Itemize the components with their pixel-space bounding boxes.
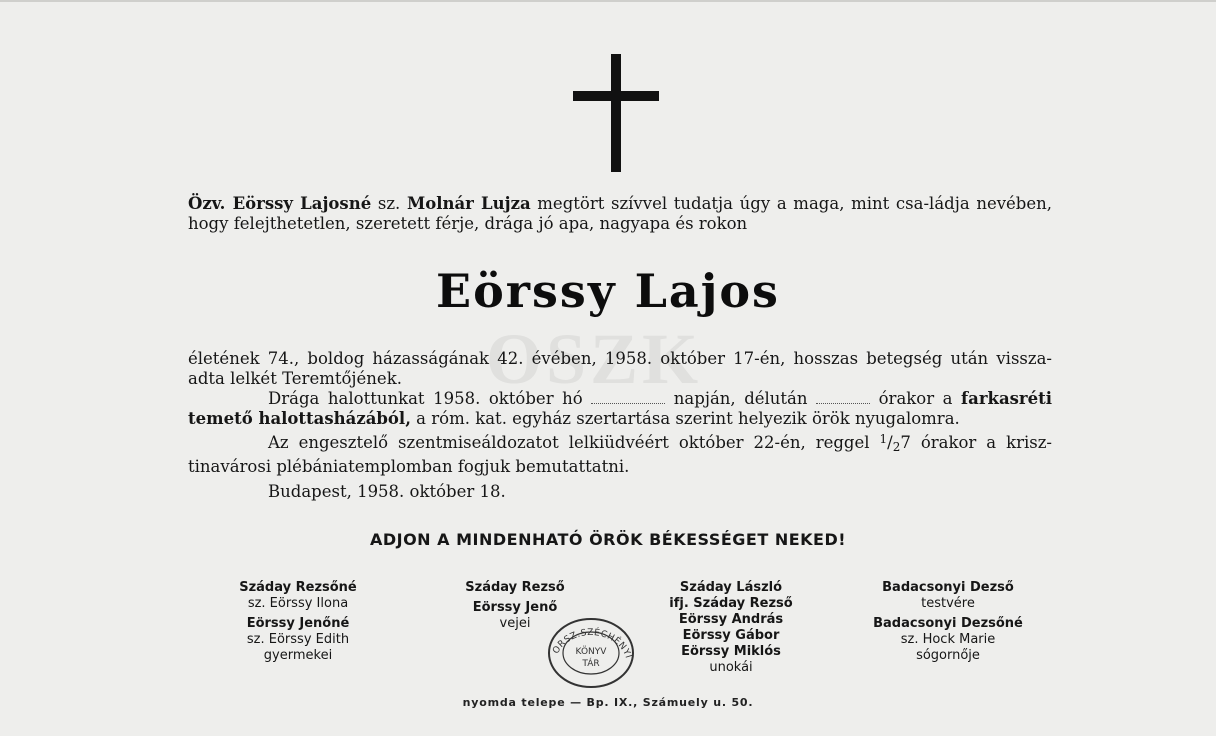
life-details: életének 74., boldog házasságának 42. évében, 1958. október 17-én, hosszas betegség után vissza-adta lelkét Teremtőjének. [188,349,1052,388]
funeral-details: Drága halottunkat 1958. október hó napján, délután órakor a farkasréti temető halottasházából, a róm. kat. egyház szertartása szerint helyezik örök nyugalomra. [188,389,1053,428]
mourners-sons-in-law: Száday Rezső Eörssy Jenő vejei [465,580,565,631]
widow-maiden-name: Molnár Lujza [406,194,531,213]
place-and-date: Budapest, 1958. október 18. [268,482,506,501]
svg-text:TÁR: TÁR [582,659,600,669]
library-stamp-icon [546,616,636,690]
deceased-name: Eörssy Lajos [436,264,780,318]
svg-text:ORSZ.SZÉCHÉNYI: ORSZ.SZÉCHÉNYI [551,627,634,660]
motto: ADJON A MINDENHATÓ ÖRÖK BÉKESSÉGET NEKED! [369,530,847,549]
announcement-intro: Özv. Eörssy Lajosné sz. Molnár Lujza megtört szívvel tudatja úgy a maga, mint csa-ládja nevében, hogy felejthetetlen, szeretett férje, drága jó apa, nagyapa és rokon [188,194,1052,233]
widow-name: Özv. Eörssy Lajosné [188,194,372,213]
mourners-siblings: Badacsonyi Dezső testvére Badacsonyi Dezsőné sz. Hock Marie sógornője [873,580,1023,663]
oszk-watermark: OSZK [486,319,703,399]
svg-text:KÖNYV: KÖNYV [575,647,607,657]
cross-icon [573,54,659,172]
mourners-grandchildren: Száday László ifj. Száday Rezső Eörssy András Eörssy Gábor Eörssy Miklós unokái [669,580,793,675]
mass-details: Az engesztelő szentmiseáldozatot lelkiüdvéért október 22-én, reggel $^1$/27 órakor a krisz-tinavárosi plébániatemplomban fogjuk bemutattatni. [188,432,1052,476]
mourners-children: Száday Rezsőné sz. Eörssy Ilona Eörssy Jenőné sz. Eörssy Edith gyermekei [239,580,357,663]
printer-footer: nyomda telepe — Bp. IX., Számuely u. 50. [462,696,754,709]
announcement-body [188,349,1052,477]
